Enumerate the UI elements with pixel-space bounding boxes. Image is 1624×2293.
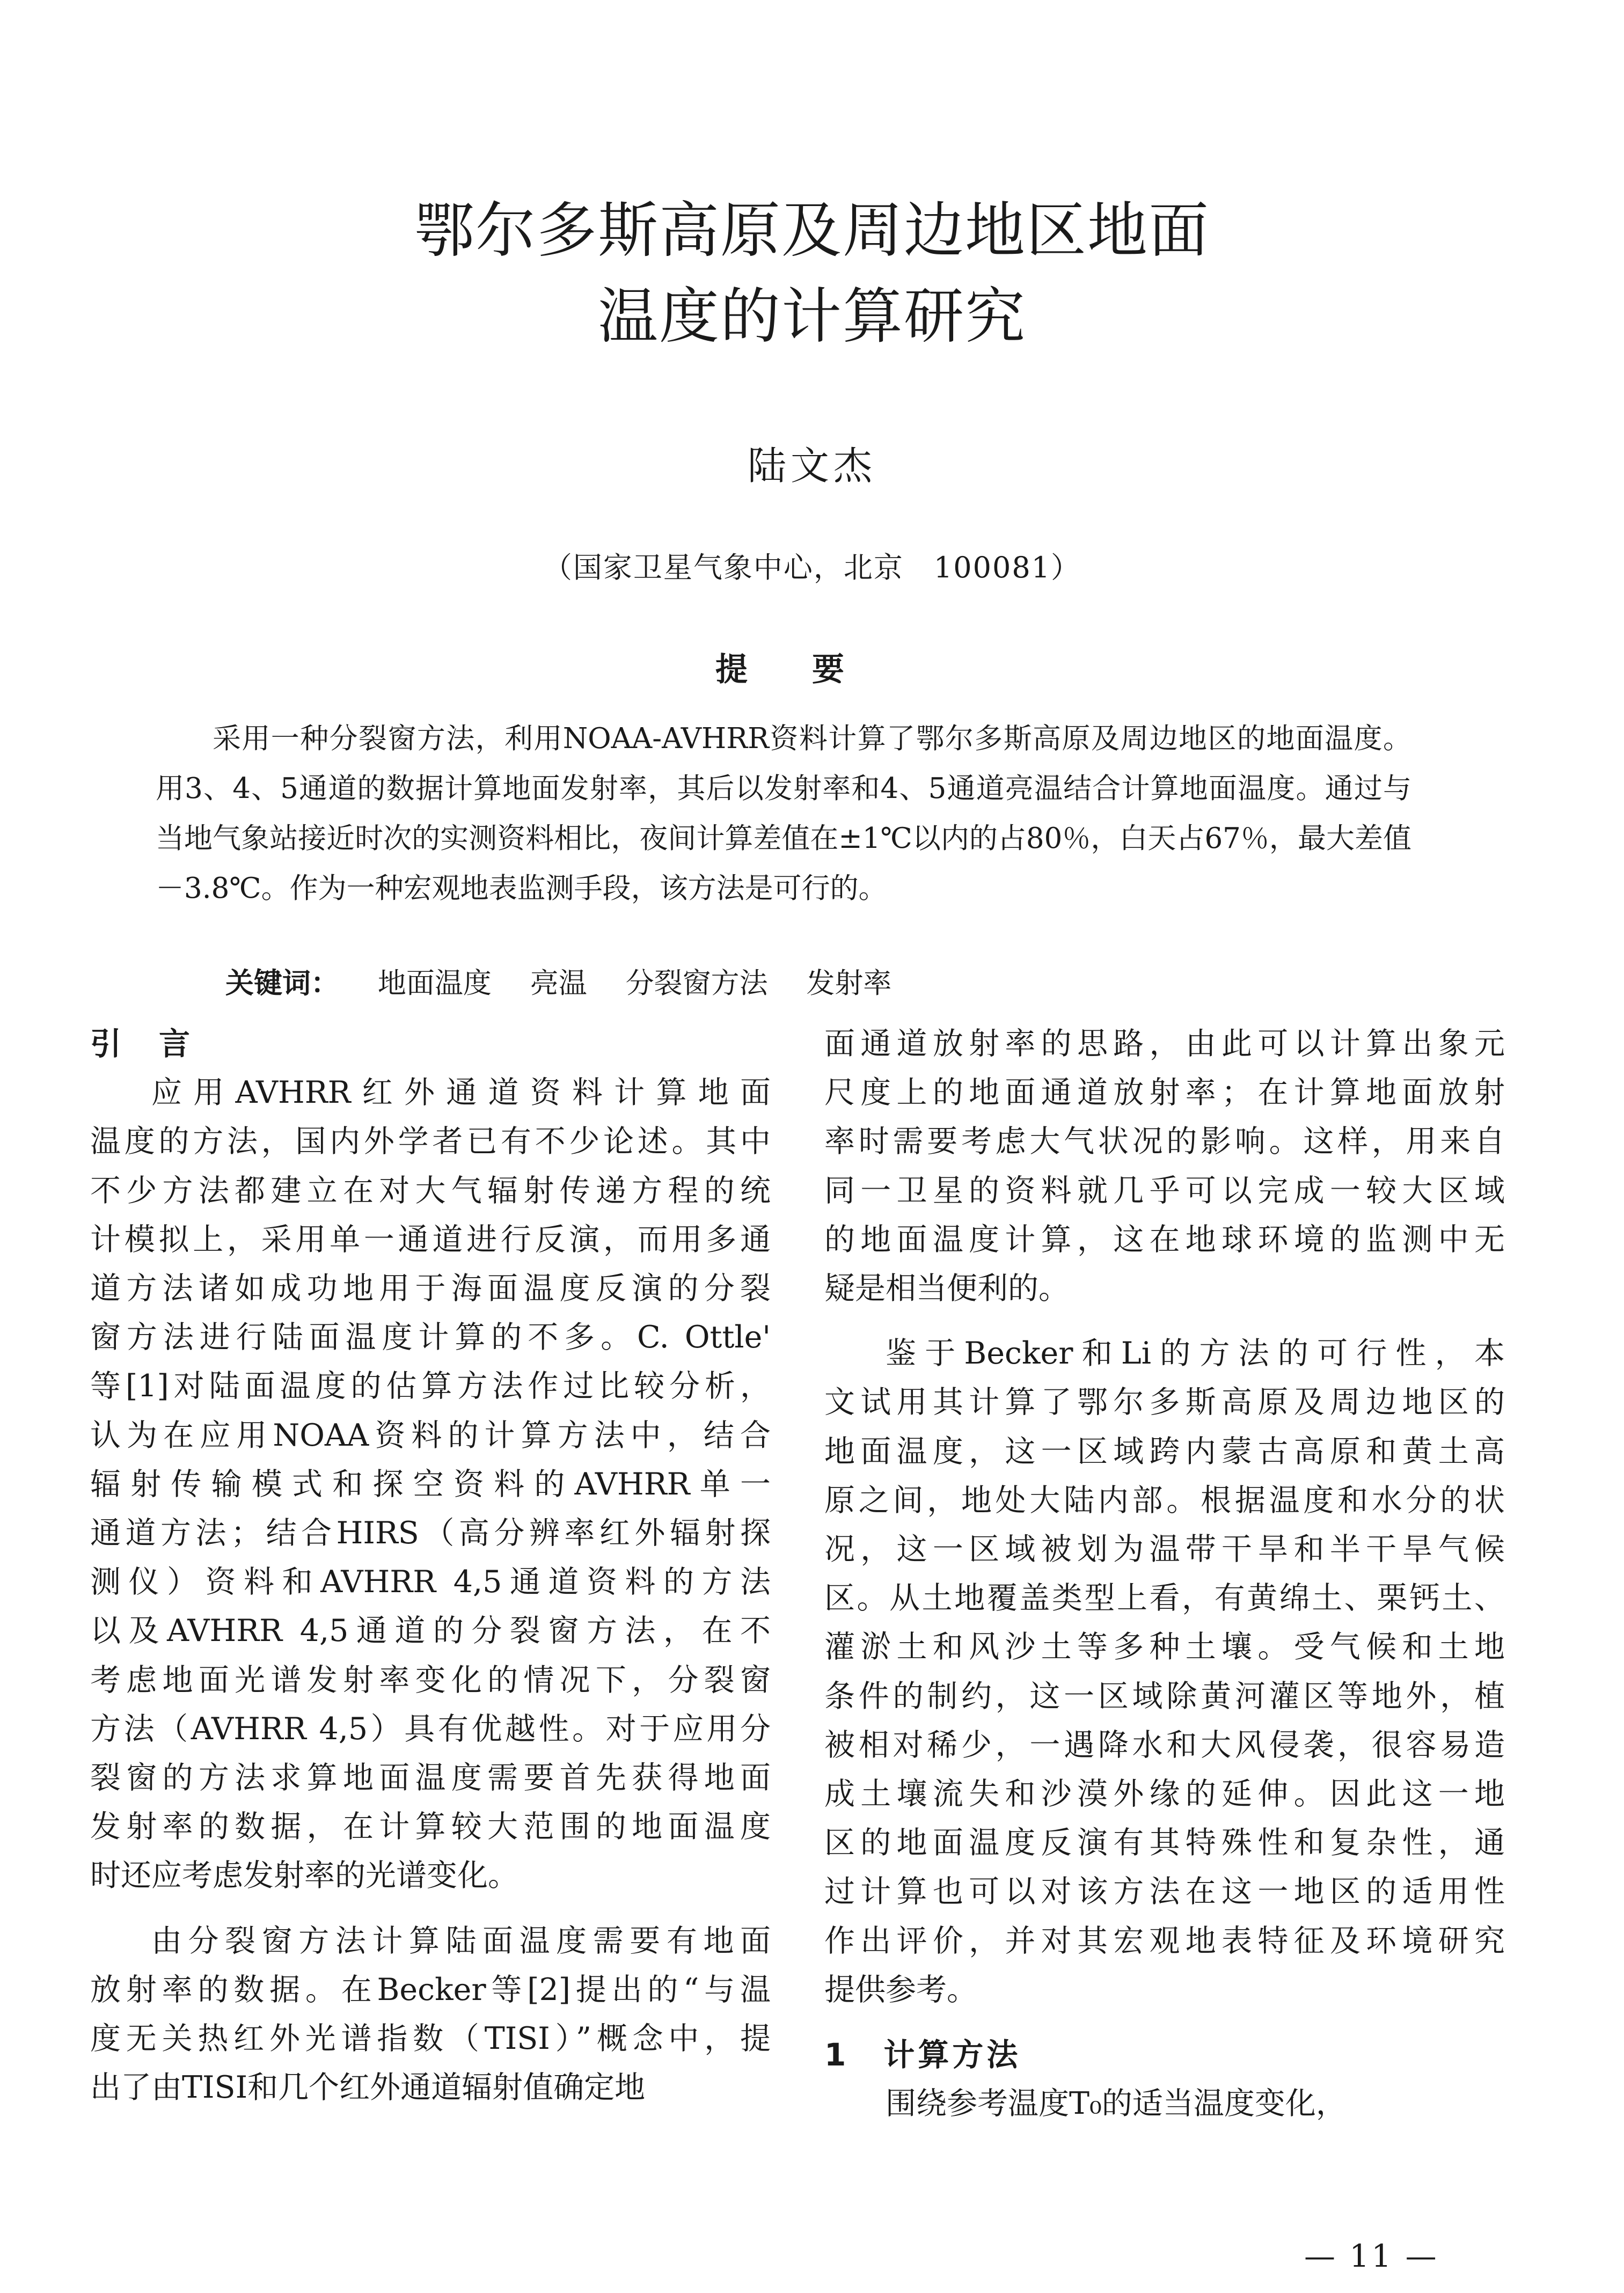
text-line: 通道方法；结合HIRS（高分辨率红外辐射探 — [90, 1515, 771, 1551]
text-line: 由分裂窗方法计算陆面温度需要有地面 — [151, 1923, 771, 1959]
text-line: 出了由TISI和几个红外通道辐射值确定地 — [90, 2070, 646, 2106]
author-name: 陆文杰 — [747, 443, 876, 488]
text-line: 放射率的数据。在Becker等[2]提出的“与温 — [90, 1972, 771, 2008]
text-line: 尺度上的地面通道放射率；在计算地面放射 — [824, 1075, 1505, 1111]
text-line: 等[1]对陆面温度的估算方法作过比较分析， — [90, 1368, 771, 1404]
paragraph — [824, 1020, 1505, 1313]
text-line: 方法（AVHRR 4,5）具有优越性。对于应用分 — [90, 1711, 771, 1747]
text-line: 道方法诸如成功地用于海面温度反演的分裂 — [90, 1271, 771, 1306]
left-column — [90, 1020, 771, 2128]
text-line: 疑是相当便利的。 — [824, 1271, 1069, 1307]
text-line: 文试用其计算了鄂尔多斯高原及周边地区的 — [824, 1384, 1505, 1420]
paragraph — [90, 1068, 771, 1900]
text-line: 测仪）资料和AVHRR 4,5通道资料的方法 — [90, 1564, 771, 1600]
text-line: 考虑地面光谱发射率变化的情况下，分裂窗 — [90, 1662, 771, 1698]
text-line: 裂窗的方法求算地面温度需要首先获得地面 — [90, 1760, 771, 1796]
text-line: 不少方法都建立在对大气辐射传递方程的统 — [90, 1173, 771, 1208]
text-line: 温度的方法，国内外学者已有不少论述。其中 — [90, 1124, 771, 1160]
text-line: 认为在应用NOAA资料的计算方法中，结合 — [90, 1417, 771, 1453]
text-line: 的地面温度计算，这在地球环境的监测中无 — [824, 1221, 1505, 1257]
paper-title — [0, 188, 1624, 360]
text-line: 时还应考虑发射率的光谱变化。 — [90, 1858, 518, 1894]
text-line: 提供参考。 — [824, 1972, 977, 2008]
text-line: 度无关热红外光谱指数（TISI）”概念中，提 — [90, 2021, 771, 2057]
text-line: 过计算也可以对该方法在这一地区的适用性 — [824, 1874, 1505, 1910]
right-column — [824, 1020, 1505, 2128]
text-line: 辐射传输模式和探空资料的AVHRR单一 — [90, 1466, 771, 1502]
section-heading-introduction: 引 言 — [90, 1025, 194, 1062]
text-line: 原之间，地处大陆内部。根据温度和水分的状 — [824, 1482, 1505, 1518]
text-line: 应用AVHRR红外通道资料计算地面 — [151, 1075, 771, 1111]
text-line: 成土壤流失和沙漠外缘的延伸。因此这一地 — [824, 1776, 1505, 1812]
section-heading-methods: 1 计算方法 — [824, 2036, 1021, 2074]
text-line: 作出评价，并对其宏观地表特征及环境研究 — [824, 1923, 1505, 1959]
abstract-text: 采用一种分裂窗方法，利用NOAA-AVHRR资料计算了鄂尔多斯高原及周边地区的地面温度。用3、4、5通道的数据计算地面发射率，其后以发射率和4、5通道亮温结合计算地面温度。通过与当地气象站接近时次的实测资料相比，夜间计算差值在±1℃以内的占80％，白天占67％，最大差值－3.8℃。作为一种宏观地表监测手段，该方法是可行的。 — [156, 722, 1411, 905]
text-line: 条件的制约，这一区域除黄河灌区等地外，植 — [824, 1678, 1505, 1714]
paragraph — [90, 1917, 771, 2113]
keywords-label: 关键词： — [225, 967, 339, 1000]
author-affiliation: （国家卫星气象中心，北京 100081） — [543, 551, 1081, 584]
abstract-heading: 提要 — [715, 651, 909, 688]
text-line: 窗方法进行陆面温度计算的不多。C. Ottle' — [90, 1320, 771, 1356]
keyword: 分裂窗方法 — [625, 967, 768, 1000]
text-line: 同一卫星的资料就几乎可以完成一较大区域 — [824, 1173, 1505, 1208]
text-line: 鉴于Becker和Li的方法的可行性，本 — [886, 1336, 1505, 1372]
text-line: 围绕参考温度T₀的适当温度变化， — [886, 2086, 1347, 2122]
text-line: 区的地面温度反演有其特殊性和复杂性，通 — [824, 1825, 1505, 1861]
text-line: 计模拟上，采用单一通道进行反演，而用多通 — [90, 1221, 771, 1257]
text-line: 灌淤土和风沙土等多种土壤。受气候和土地 — [824, 1629, 1505, 1665]
text-line: 地面温度，这一区域跨内蒙古高原和黄土高 — [824, 1433, 1505, 1469]
keyword: 地面温度 — [377, 967, 492, 1000]
paragraph — [824, 1329, 1505, 2014]
text-line: 以及AVHRR 4,5通道的分裂窗方法，在不 — [90, 1613, 771, 1649]
title-line-2: 温度的计算研究 — [598, 282, 1026, 351]
text-line: 被相对稀少，一遇降水和大风侵袭，很容易造 — [824, 1727, 1505, 1763]
text-line: 发射率的数据，在计算较大范围的地面温度 — [90, 1809, 771, 1845]
text-line: 率时需要考虑大气状况的影响。这样，用来自 — [824, 1124, 1505, 1160]
page-number: — 11 — — [1304, 2238, 1439, 2274]
keyword: 发射率 — [806, 967, 892, 1000]
text-line: 面通道放射率的思路，由此可以计算出象元 — [824, 1026, 1505, 1061]
text-line: 况，这一区域被划为温带干旱和半干旱气候 — [824, 1532, 1505, 1567]
title-line-1: 鄂尔多斯高原及周边地区地面 — [414, 196, 1210, 266]
keyword: 亮温 — [530, 967, 587, 1000]
keywords — [225, 961, 1406, 1001]
text-line: 区。从土地覆盖类型上看，有黄绵土、栗钙土、 — [824, 1580, 1505, 1616]
